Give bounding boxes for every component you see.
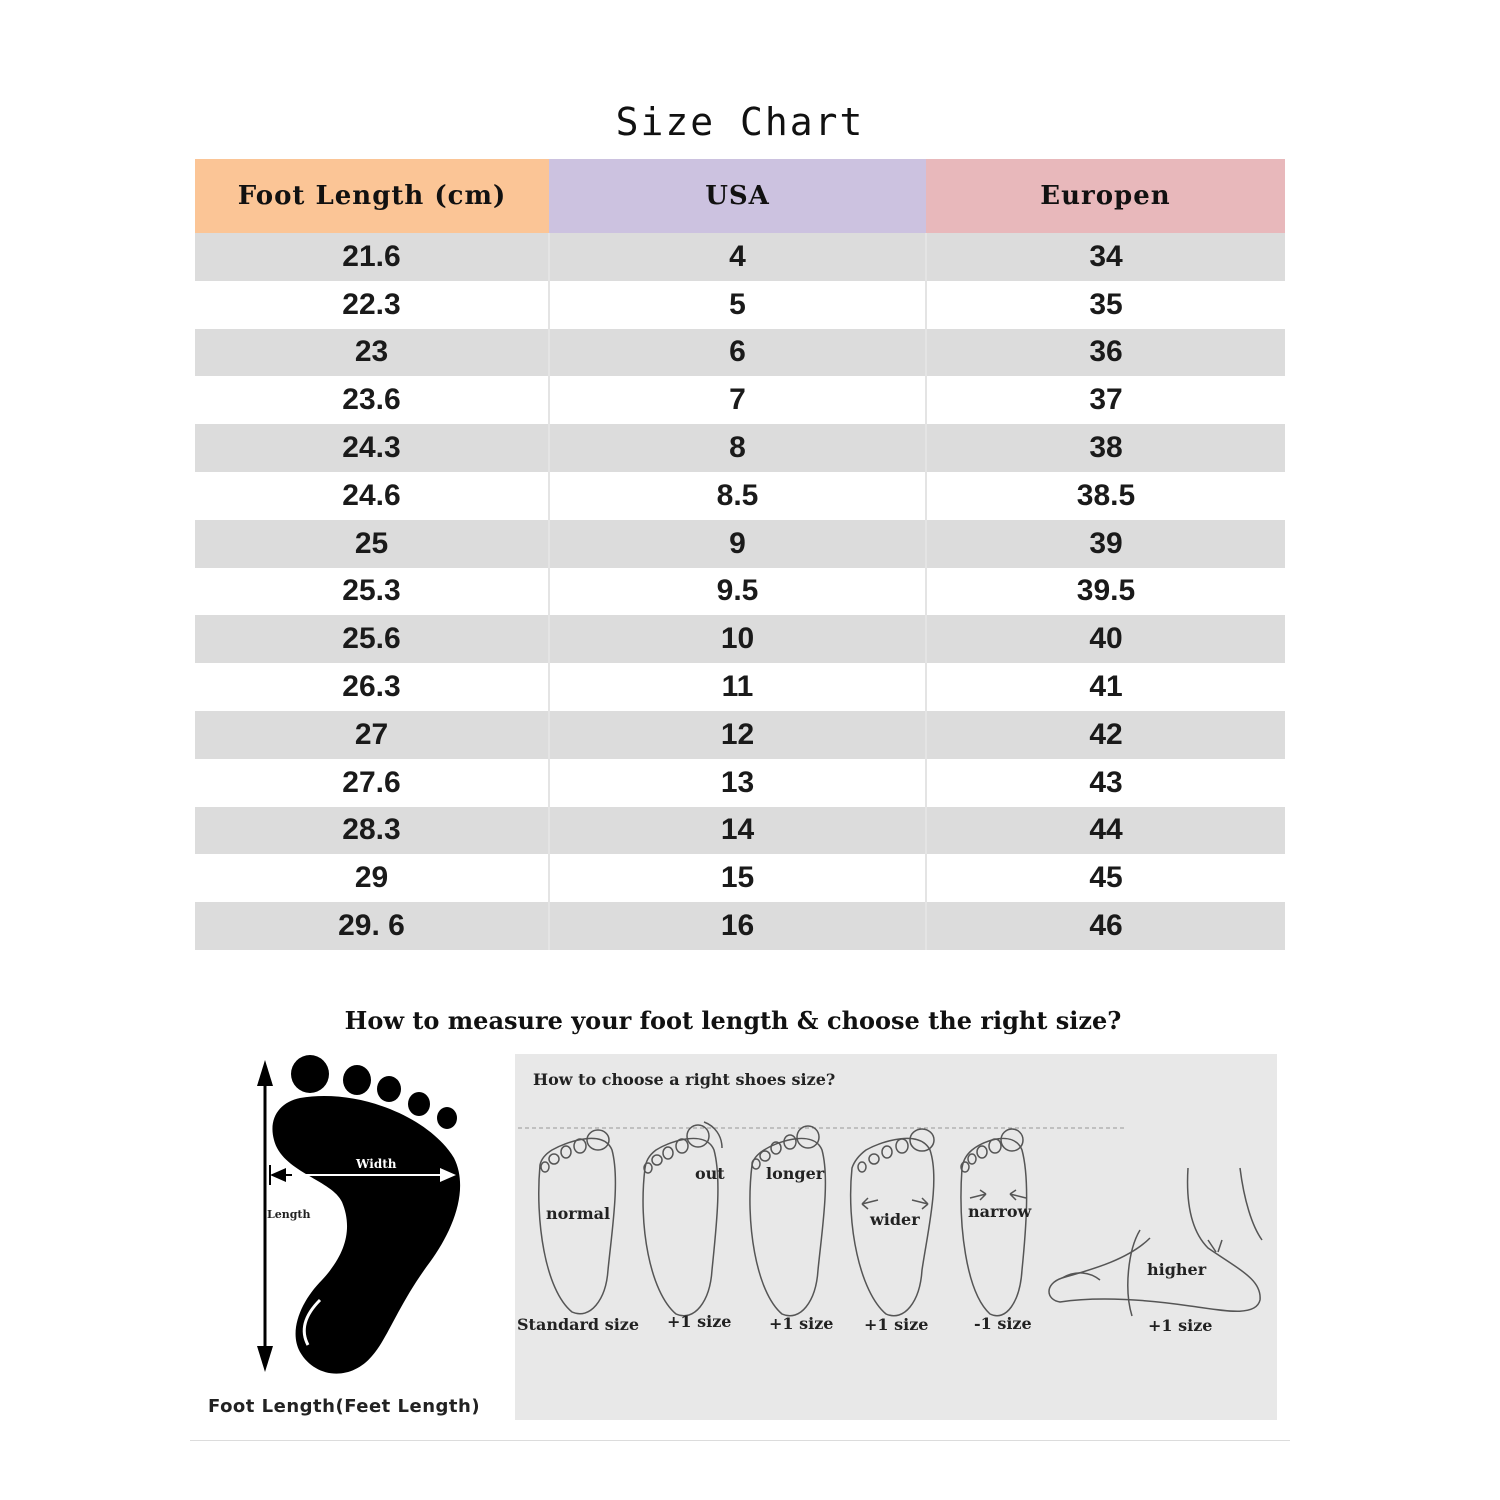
- usa-size-cell: 6: [549, 329, 926, 377]
- eu-size-cell: 40: [926, 615, 1285, 663]
- case-size-higher: +1 size: [1148, 1316, 1213, 1335]
- eu-size-cell: 45: [926, 854, 1285, 902]
- foot-length-cell: 25.6: [195, 615, 549, 663]
- eu-size-cell: 39.5: [926, 568, 1285, 616]
- usa-size-cell: 16: [549, 902, 926, 950]
- case-label-wider: wider: [870, 1210, 920, 1229]
- case-size-out: +1 size: [667, 1312, 732, 1331]
- foot-length-cell: 27.6: [195, 759, 549, 807]
- case-label-longer: longer: [766, 1164, 825, 1183]
- foot-length-cell: 22.3: [195, 281, 549, 329]
- usa-size-cell: 13: [549, 759, 926, 807]
- header-european: Europen: [926, 159, 1285, 233]
- case-size-longer: +1 size: [769, 1314, 834, 1333]
- usa-size-cell: 4: [549, 233, 926, 281]
- foot-length-cell: 29: [195, 854, 549, 902]
- foot-length-cell: 25: [195, 520, 549, 568]
- bottom-divider: [190, 1440, 1290, 1441]
- foot-length-caption: Foot Length(Feet Length): [208, 1396, 481, 1417]
- usa-size-cell: 7: [549, 376, 926, 424]
- eu-size-cell: 39: [926, 520, 1285, 568]
- case-label-normal: normal: [546, 1204, 611, 1223]
- usa-size-cell: 15: [549, 854, 926, 902]
- eu-size-cell: 37: [926, 376, 1285, 424]
- eu-size-cell: 38.5: [926, 472, 1285, 520]
- foot-length-cell: 27: [195, 711, 549, 759]
- foot-length-cell: 26.3: [195, 663, 549, 711]
- foot-outline-longer-icon: [750, 1126, 825, 1316]
- eu-size-cell: 42: [926, 711, 1285, 759]
- foot-length-cell: 29. 6: [195, 902, 549, 950]
- usa-size-cell: 9: [549, 520, 926, 568]
- eu-size-cell: 44: [926, 807, 1285, 855]
- case-label-narrow: narrow: [968, 1202, 1032, 1221]
- foot-length-cell: 23: [195, 329, 549, 377]
- page-title: Size Chart: [615, 100, 865, 144]
- case-label-out: out: [695, 1164, 725, 1183]
- foot-outline-out-icon: [643, 1122, 722, 1316]
- case-size-narrow: -1 size: [974, 1314, 1032, 1333]
- eu-size-cell: 43: [926, 759, 1285, 807]
- eu-size-cell: 46: [926, 902, 1285, 950]
- case-size-wider: +1 size: [864, 1315, 929, 1334]
- header-usa: USA: [549, 159, 926, 233]
- header-foot-length: Foot Length (cm): [195, 159, 549, 233]
- usa-size-cell: 8.5: [549, 472, 926, 520]
- case-label-higher: higher: [1147, 1260, 1207, 1279]
- width-label: Width: [356, 1157, 397, 1171]
- foot-length-cell: 23.6: [195, 376, 549, 424]
- foot-outline-narrow-icon: [961, 1129, 1027, 1316]
- eu-size-cell: 34: [926, 233, 1285, 281]
- foot-outline-higher-icon: [1049, 1168, 1262, 1316]
- foot-length-cell: 28.3: [195, 807, 549, 855]
- usa-size-cell: 12: [549, 711, 926, 759]
- foot-length-cell: 21.6: [195, 233, 549, 281]
- foot-length-cell: 25.3: [195, 568, 549, 616]
- foot-length-cell: 24.6: [195, 472, 549, 520]
- length-label: Length: [267, 1208, 311, 1221]
- usa-size-cell: 11: [549, 663, 926, 711]
- eu-size-cell: 35: [926, 281, 1285, 329]
- usa-size-cell: 8: [549, 424, 926, 472]
- eu-size-cell: 36: [926, 329, 1285, 377]
- foot-length-cell: 24.3: [195, 424, 549, 472]
- eu-size-cell: 41: [926, 663, 1285, 711]
- measure-heading: How to measure your foot length & choose the right size?: [344, 1006, 1122, 1035]
- usa-size-cell: 10: [549, 615, 926, 663]
- case-size-normal: Standard size: [517, 1315, 640, 1334]
- panel-title: How to choose a right shoes size?: [533, 1070, 836, 1089]
- usa-size-cell: 14: [549, 807, 926, 855]
- usa-size-cell: 9.5: [549, 568, 926, 616]
- usa-size-cell: 5: [549, 281, 926, 329]
- eu-size-cell: 38: [926, 424, 1285, 472]
